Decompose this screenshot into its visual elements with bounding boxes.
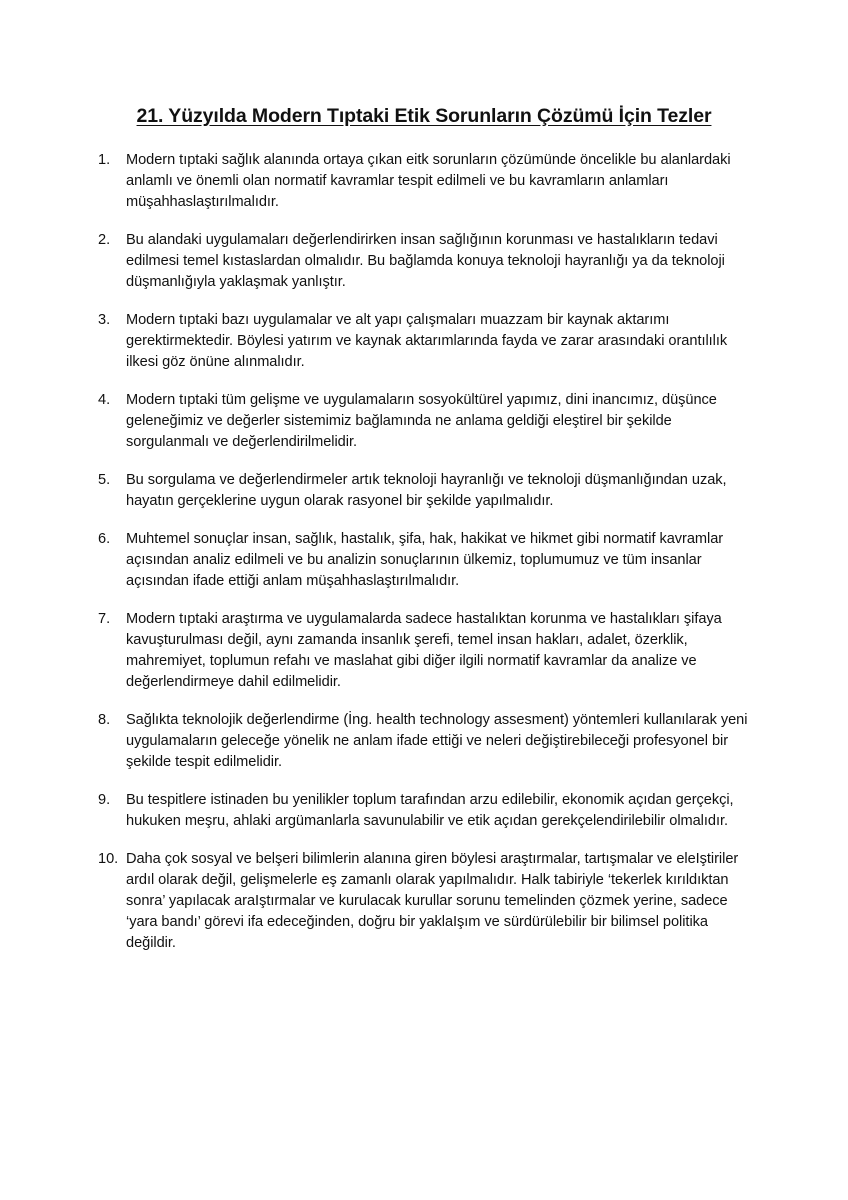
thesis-item-6: [98, 529, 758, 592]
thesis-number: 3.: [98, 312, 111, 328]
thesis-number: 4.: [98, 392, 111, 408]
thesis-text: Modern tıptaki bazı uygulamalar ve alt yapı çalışmaları muazzam bir kaynak aktarımı gerektirmektedir. Böylesi yatırım ve kaynak aktarımlarında fayda ve zarar arasındaki orantılılık ilkesi göz önüne alınmalıdır.: [126, 312, 728, 370]
thesis-text: Bu alandaki uygulamaları değerlendirirken insan sağlığının korunması ve hastalıkların tedavi edilmesi temel kıstaslardan olmalıdır. Bu bağlamda konuya teknoloji hayranlığı ya da teknoloji düşmanlığıyla yaklaşmak yanlıştır.: [126, 232, 725, 290]
thesis-number: 8.: [98, 712, 111, 728]
thesis-number: 9.: [98, 792, 111, 808]
thesis-number: 6.: [98, 531, 111, 547]
thesis-item-1: [98, 150, 758, 213]
thesis-number: 2.: [98, 232, 111, 248]
thesis-item-3: [98, 310, 758, 373]
thesis-text: Modern tıptaki araştırma ve uygulamalarda sadece hastalıktan korunma ve hastalıkları şifaya kavuşturulması değil, aynı zamanda insanlık şerefi, temel insan hakları, adalet, özerklik, mahremiyet, toplumun refahı ve maslahat gibi diğer ilgili normatif kavramlar da analize ve değerlendirmeye dahil edilmelidir.: [126, 611, 722, 690]
thesis-text: Muhtemel sonuçlar insan, sağlık, hastalık, şifa, hak, hakikat ve hikmet gibi normatif kavramlar açısından analiz edilmeli ve bu analizin sonuçlarının ülkemiz, toplumumuz ve tüm insanlar açısından ifade ettiği anlam müşahhaslaştırılmalıdır.: [126, 531, 724, 589]
thesis-number: 7.: [98, 611, 111, 627]
thesis-item-8: [98, 710, 758, 773]
thesis-item-10: [98, 849, 758, 954]
thesis-text: Daha çok sosyal ve belşeri bilimlerin alanına giren böylesi araştırmalar, tartışmalar ve eleIştiriler ardıl olarak değil, gelişmelerle eş zamanlı olarak yapılmalıdır. Halk tabiriyle ‘tekerlek kırıldıktan sonra’ yapılacak araIştırmalar ve kurulacak kurullar sorunu temelinden çözmek yerine, sadece ‘yara bandı’ görevi ifa edeceğinden, doğru bir yaklaIşım ve sürdürülebilir bir bilimsel politika değildir.: [126, 851, 739, 951]
thesis-item-9: [98, 790, 758, 832]
thesis-text: Modern tıptaki sağlık alanında ortaya çıkan eitk sorunların çözümünde öncelikle bu alanlardaki anlamlı ve önemli olan normatif kavramlar tespit edilmeli ve bu kavramların anlamları müşahhaslaştırılmalıdır.: [126, 152, 731, 210]
thesis-list: [98, 150, 758, 971]
thesis-number: 5.: [98, 472, 111, 488]
thesis-text: Sağlıkta teknolojik değerlendirme (İng. health technology assesment) yöntemleri kullanılarak yeni uygulamaların geleceğe yönelik ne anlam ifade ettiği ve neleri değiştirebileceği profesyonel bir şekilde tespit edilmelidir.: [126, 712, 748, 770]
thesis-item-2: [98, 230, 758, 293]
document-title: 21. Yüzyılda Modern Tıptaki Etik Sorunların Çözümü İçin Tezler: [136, 105, 712, 127]
thesis-number: 1.: [98, 152, 111, 168]
thesis-number: 10.: [98, 851, 119, 867]
thesis-item-4: [98, 390, 758, 453]
thesis-text: Bu sorgulama ve değerlendirmeler artık teknoloji hayranlığı ve teknoloji düşmanlığından uzak, hayatın gerçeklerine uygun olarak rasyonel bir şekilde yapılmalıdır.: [126, 472, 727, 509]
thesis-text: Bu tespitlere istinaden bu yenilikler toplum tarafından arzu edilebilir, ekonomik açıdan gerçekçi, hukuken meşru, ahlaki argümanlarla savunulabilir ve etik açıdan gerekçelendirilebilir olmalıdır.: [126, 792, 734, 829]
thesis-text: Modern tıptaki tüm gelişme ve uygulamaların sosyokültürel yapımız, dini inancımız, düşünce geleneğimiz ve değerler sistemimiz bağlamında ne anlama geldiği eleştirel bir şekilde sorgulanmalı ve değerlendirilmelidir.: [126, 392, 717, 450]
thesis-item-7: [98, 609, 758, 693]
thesis-item-5: [98, 470, 758, 512]
